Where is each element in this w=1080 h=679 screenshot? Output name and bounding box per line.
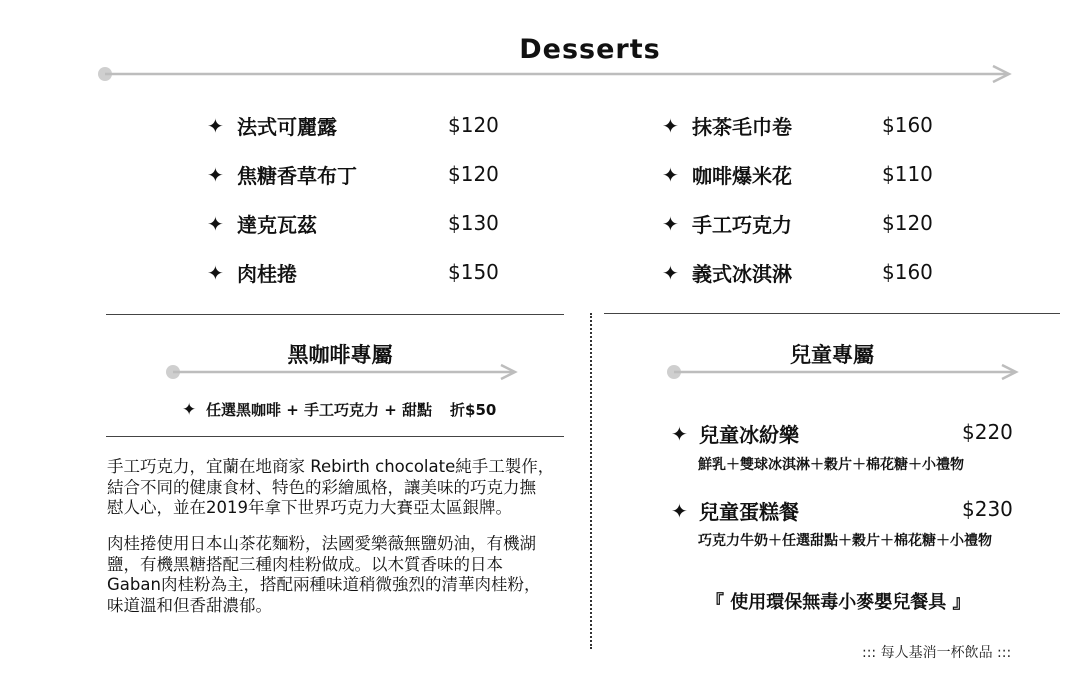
description-paragraph	[107, 457, 554, 519]
arrow-right-icon	[163, 361, 523, 383]
menu-item	[662, 111, 792, 140]
four-point-star-icon: ✦	[207, 211, 224, 236]
item-price: $160	[882, 113, 933, 137]
four-point-star-icon: ✦	[662, 162, 679, 187]
paragraph-line: Gaban肉桂粉為主，搭配兩種味道稍微強烈的清華肉桂粉，	[107, 575, 541, 594]
divider	[604, 313, 1060, 314]
item-price: $150	[448, 260, 499, 284]
kids-menu-item	[671, 496, 799, 525]
divider	[106, 436, 564, 437]
paragraph-line: 手工巧克力，宜蘭在地商家 Rebirth chocolate純手工製作，	[107, 457, 555, 476]
item-price: $110	[882, 162, 933, 186]
menu-item	[662, 258, 792, 287]
item-name: 兒童蛋糕餐	[699, 500, 799, 524]
arrow-right-icon	[664, 361, 1024, 383]
combo-discount: 折$50	[450, 401, 497, 419]
four-point-star-icon: ✦	[207, 260, 224, 285]
item-price: $120	[448, 113, 499, 137]
four-point-star-icon: ✦	[182, 399, 197, 420]
paragraph-line: 慰人心，並在2019年拿下世界巧克力大賽亞太區銀牌。	[107, 498, 512, 517]
item-name: 肉桂捲	[237, 262, 297, 286]
four-point-star-icon: ✦	[671, 421, 688, 446]
footer-note: ::: 每人基消一杯飲品 :::	[862, 645, 1012, 661]
section-title-coffee: 黑咖啡專屬	[287, 343, 393, 367]
item-name: 焦糖香草布丁	[237, 164, 357, 188]
menu-item	[207, 160, 357, 189]
menu-item	[207, 209, 317, 238]
item-name: 法式可麗露	[237, 115, 337, 139]
menu-item	[662, 160, 792, 189]
four-point-star-icon: ✦	[662, 113, 679, 138]
arrow-right-icon	[95, 62, 1020, 86]
four-point-star-icon: ✦	[207, 162, 224, 187]
vertical-divider	[590, 313, 592, 649]
paragraph-line: 肉桂捲使用日本山茶花麵粉，法國愛樂薇無鹽奶油，有機湖	[107, 534, 536, 553]
kids-menu-item	[671, 419, 799, 448]
menu-item	[207, 111, 337, 140]
divider	[106, 314, 564, 315]
paragraph-line: 結合不同的健康食材、特色的彩繪風格，讓美味的巧克力撫	[107, 477, 536, 497]
paragraph-line: 鹽，有機黑糖搭配三種肉桂粉做成。以木質香味的日本	[107, 554, 503, 574]
combo-text: 任選黑咖啡 + 手工巧克力 + 甜點	[206, 401, 433, 419]
item-name: 抹茶毛巾卷	[692, 115, 792, 139]
section-title-kids: 兒童專屬	[790, 343, 874, 367]
item-price: $220	[962, 420, 1013, 444]
menu-item	[207, 258, 297, 287]
page-title: Desserts	[519, 34, 661, 65]
item-name: 咖啡爆米花	[692, 164, 792, 188]
item-price: $120	[448, 162, 499, 186]
four-point-star-icon: ✦	[662, 260, 679, 285]
item-price: $130	[448, 211, 499, 235]
item-price: $230	[962, 497, 1013, 521]
item-price: $160	[882, 260, 933, 284]
item-price: $120	[882, 211, 933, 235]
tableware-note: 『 使用環保無毒小麥嬰兒餐具 』	[706, 592, 971, 613]
paragraph-line: 味道溫和但香甜濃郁。	[107, 595, 272, 615]
four-point-star-icon: ✦	[207, 113, 224, 138]
menu-item	[662, 209, 792, 238]
item-name: 達克瓦茲	[237, 213, 317, 237]
item-name: 兒童冰紛樂	[699, 423, 799, 447]
item-name: 手工巧克力	[692, 213, 792, 237]
four-point-star-icon: ✦	[671, 498, 688, 523]
coffee-combo	[182, 399, 496, 420]
four-point-star-icon: ✦	[662, 211, 679, 236]
item-description: 鮮乳＋雙球冰淇淋＋穀片＋棉花糖＋小禮物	[698, 457, 964, 473]
item-description: 巧克力牛奶＋任選甜點＋穀片＋棉花糖＋小禮物	[698, 533, 992, 549]
item-name: 義式冰淇淋	[692, 262, 792, 286]
description-paragraph	[107, 534, 540, 616]
